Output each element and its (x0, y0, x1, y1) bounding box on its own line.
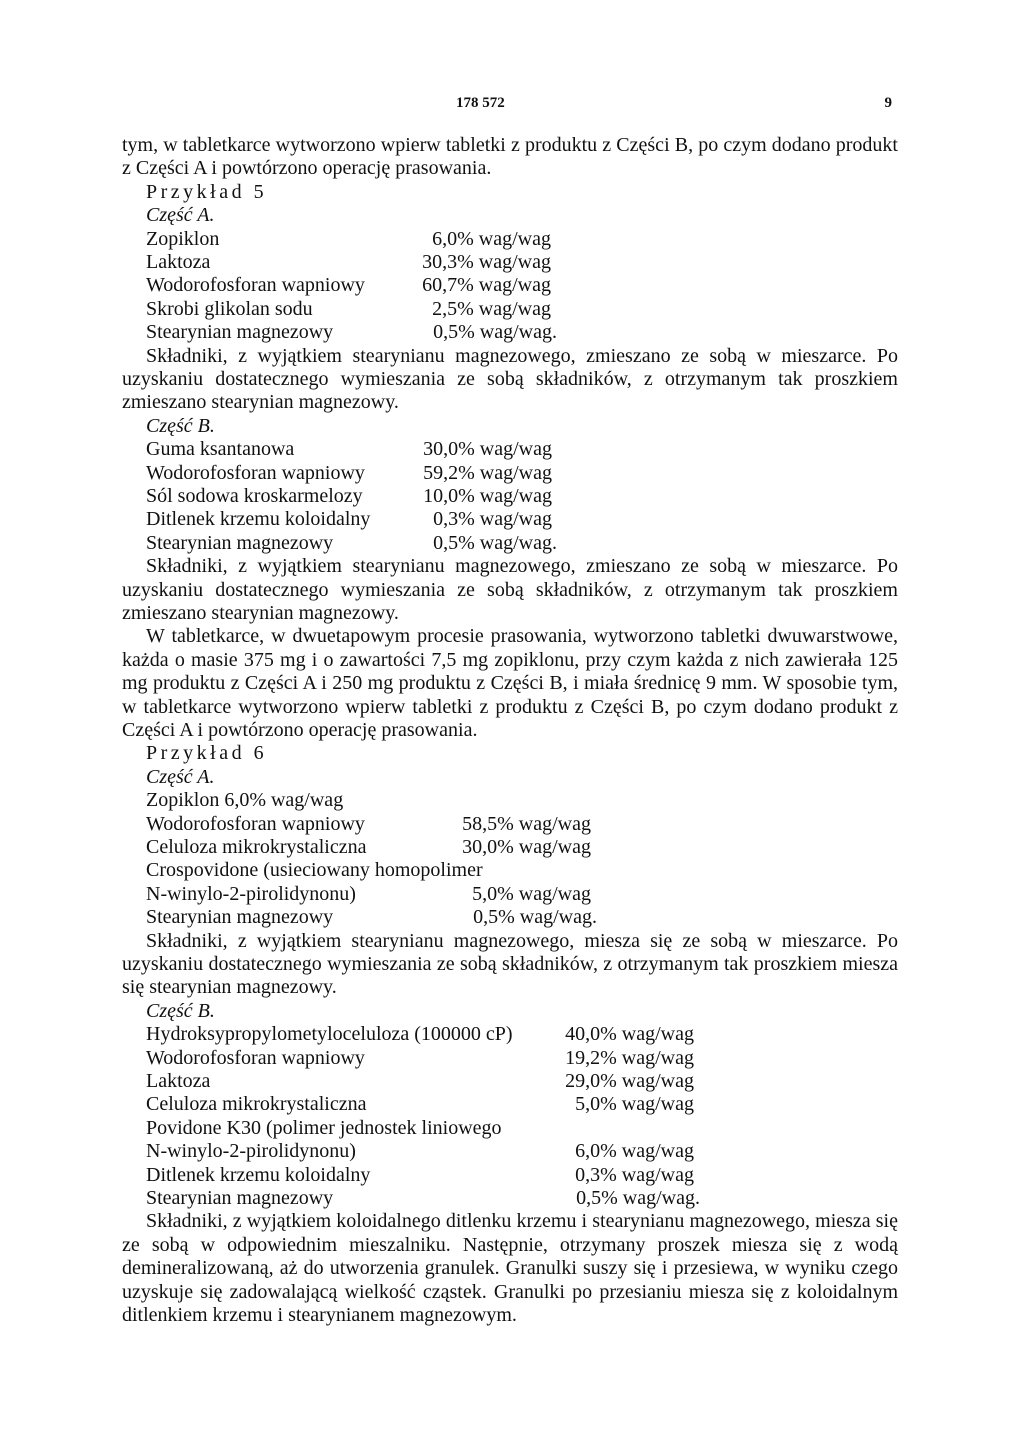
example-5-part-b-label: Część B. (146, 414, 215, 437)
ingredient-name: Guma ksantanowa (146, 438, 295, 461)
ingredient-name: Povidone K30 (polimer jednostek liniowego (146, 1116, 502, 1139)
ingredient-name: Stearynian magnezowy (146, 906, 334, 929)
page-number: 9 (884, 95, 892, 111)
ingredient-row (146, 1023, 898, 1046)
ingredient-value: 58,5% wag/wag (462, 812, 591, 835)
example-6-part-b-list (122, 1023, 898, 1210)
ingredient-value: 29,0% wag/wag (565, 1069, 694, 1092)
ingredient-value: 40,0% wag/wag (565, 1023, 694, 1046)
example-5-part-a-note: Składniki, z wyjątkiem stearynianu magnezowego, zmieszano ze sobą w mieszarce. Po uzyskaniu dostatecznego wymieszania ze sobą składników, z otrzymanym tak proszkiem zmieszano stearynian magnezowy. (122, 344, 898, 414)
ingredient-value: 6,0% wag/wag (432, 227, 551, 250)
patent-number: 178 572 (456, 95, 505, 111)
ingredient-name: Laktoza (146, 251, 211, 274)
ingredient-value: 0,3% wag/wag (433, 508, 552, 531)
ingredient-value: 30,3% wag/wag (422, 251, 551, 274)
ingredient-value: 19,2% wag/wag (565, 1046, 694, 1069)
ingredient-name: Wodorofosforan wapniowy (146, 812, 365, 835)
ingredient-name: N-winylo-2-pirolidynonu) (146, 1140, 356, 1163)
ingredient-row (146, 251, 898, 274)
ingredient-value: 59,2% wag/wag (423, 461, 552, 484)
ingredient-name: Celuloza mikrokrystaliczna (146, 1093, 367, 1116)
example-6-part-a-note: Składniki, z wyjątkiem stearynianu magnezowego, miesza się ze sobą w mieszarce. Po uzyskaniu dostatecznego wymieszania ze sobą składników, z otrzymanym tak proszkiem miesza się stearynian magnezowy. (122, 929, 898, 999)
document-page (122, 92, 898, 1327)
ingredient-row (146, 1164, 898, 1187)
ingredient-name: Laktoza (146, 1069, 211, 1092)
ingredient-value: 30,0% wag/wag (462, 836, 591, 858)
example-6-part-b-label: Część B. (146, 999, 215, 1022)
ingredient-row (146, 532, 898, 555)
ingredient-row (146, 789, 898, 812)
ingredient-row (146, 462, 898, 485)
ingredient-name: Sól sodowa kroskarmelozy (146, 484, 363, 507)
ingredient-value: 10,0% wag/wag (423, 484, 552, 507)
ingredient-name: Ditlenek krzemu koloidalny (146, 508, 371, 531)
ingredient-line: Zopiklon 6,0% wag/wag (146, 789, 344, 812)
intro-paragraph: tym, w tabletkarce wytworzono wpierw tabletki z produktu z Części B, po czym dodano produkt z Części A i powtórzono operację prasowania. (122, 134, 898, 180)
example-6-part-a-label: Część A. (146, 765, 215, 788)
ingredient-name: Ditlenek krzemu koloidalny (146, 1163, 371, 1186)
ingredient-row (146, 1117, 898, 1140)
example-6-part-a-list (122, 813, 898, 930)
ingredient-row (146, 1047, 898, 1070)
ingredient-value: 60,7% wag/wag (422, 274, 551, 297)
example-6-part-b-note: Składniki, z wyjątkiem koloidalnego ditlenku krzemu i stearynianu magnezowego, miesza się ze sobą w odpowiednim mieszalniku. Następnie, otrzymany proszek miesza się z wodą demineralizowaną, aż do utworzenia granulek. Granulki suszy się i przesiewa, w wyniku czego uzyskuje się zadowalającą wielkość cząstek. Granulki po przesianiu miesza się z koloidalnym ditlenkiem krzemu i stearynianem magnezowym. (122, 1210, 898, 1326)
ingredient-name: Wodorofosforan wapniowy (146, 461, 365, 484)
ingredient-name: Zopiklon (146, 227, 220, 250)
ingredient-row (146, 228, 898, 251)
example-5-part-b-note: Składniki, z wyjątkiem stearynianu magnezowego, zmieszano ze sobą w mieszarce. Po uzyskaniu dostatecznego wymieszania ze sobą składników, z otrzymanym tak proszkiem zmieszano stearynian magnezowy. (122, 555, 898, 624)
ingredient-name: Crospovidone (usieciowany homopolimer (146, 859, 483, 882)
ingredient-name: Hydroksypropylometyloceluloza (100000 cP) (146, 1023, 513, 1046)
page-body (122, 134, 898, 1327)
ingredient-value: 5,0% wag/wag (472, 882, 591, 905)
ingredient-value: 0,5% wag/wag. (576, 1186, 700, 1209)
ingredient-row (146, 274, 898, 297)
ingredient-value: 30,0% wag/wag (423, 438, 552, 461)
ingredient-row (146, 883, 898, 906)
ingredient-name: N-winylo-2-pirolidynonu) (146, 882, 356, 905)
ingredient-row (146, 438, 898, 461)
ingredient-value: 2,5% wag/wag (432, 297, 551, 320)
ingredient-name: Stearynian magnezowy (146, 531, 334, 554)
ingredient-row (146, 859, 898, 882)
example-5-part-a-label: Część A. (146, 204, 215, 227)
example-5-conclusion: W tabletkarce, w dwuetapowym procesie prasowania, wytworzono tabletki dwuwarstwowe, każda o masie 375 mg i o zawartości 7,5 mg zopiklonu, przy czym każda z nich zawierała 125 mg produktu z Części A i 250 mg produktu z Części B, i miała średnicę 9 mm. W sposobie tym, w tabletkarce wytworzono wpierw tabletki z produktu z Części B, po czym dodano produkt z Części A i powtórzono operację prasowania. (122, 625, 898, 741)
ingredient-row (146, 813, 898, 836)
page-header (122, 92, 898, 118)
example-6-heading: Przykład 6 (146, 742, 268, 765)
ingredient-value: 0,3% wag/wag (575, 1163, 694, 1186)
ingredient-row (146, 321, 898, 344)
example-5-part-b-list (122, 438, 898, 555)
ingredient-name: Stearynian magnezowy (146, 1186, 334, 1209)
ingredient-row (146, 298, 898, 321)
ingredient-name: Skrobi glikolan sodu (146, 297, 313, 320)
ingredient-name: Wodorofosforan wapniowy (146, 274, 365, 297)
ingredient-value: 5,0% wag/wag (575, 1093, 694, 1116)
ingredient-value: 0,5% wag/wag. (433, 531, 557, 554)
ingredient-value: 0,5% wag/wag. (433, 321, 557, 344)
ingredient-row (146, 1070, 898, 1093)
example-5-part-a-list (122, 228, 898, 345)
example-5-heading: Przykład 5 (146, 180, 268, 203)
ingredient-row (146, 836, 898, 859)
ingredient-name: Wodorofosforan wapniowy (146, 1046, 365, 1069)
ingredient-row (146, 1140, 898, 1163)
ingredient-value: 6,0% wag/wag (575, 1140, 694, 1163)
ingredient-row (146, 485, 898, 508)
ingredient-value: 0,5% wag/wag. (473, 906, 597, 929)
ingredient-row (146, 906, 898, 929)
ingredient-name: Stearynian magnezowy (146, 321, 334, 344)
ingredient-row (146, 1093, 898, 1116)
ingredient-row (146, 1187, 898, 1210)
ingredient-row (146, 508, 898, 531)
ingredient-name: Celuloza mikrokrystaliczna (146, 836, 367, 858)
